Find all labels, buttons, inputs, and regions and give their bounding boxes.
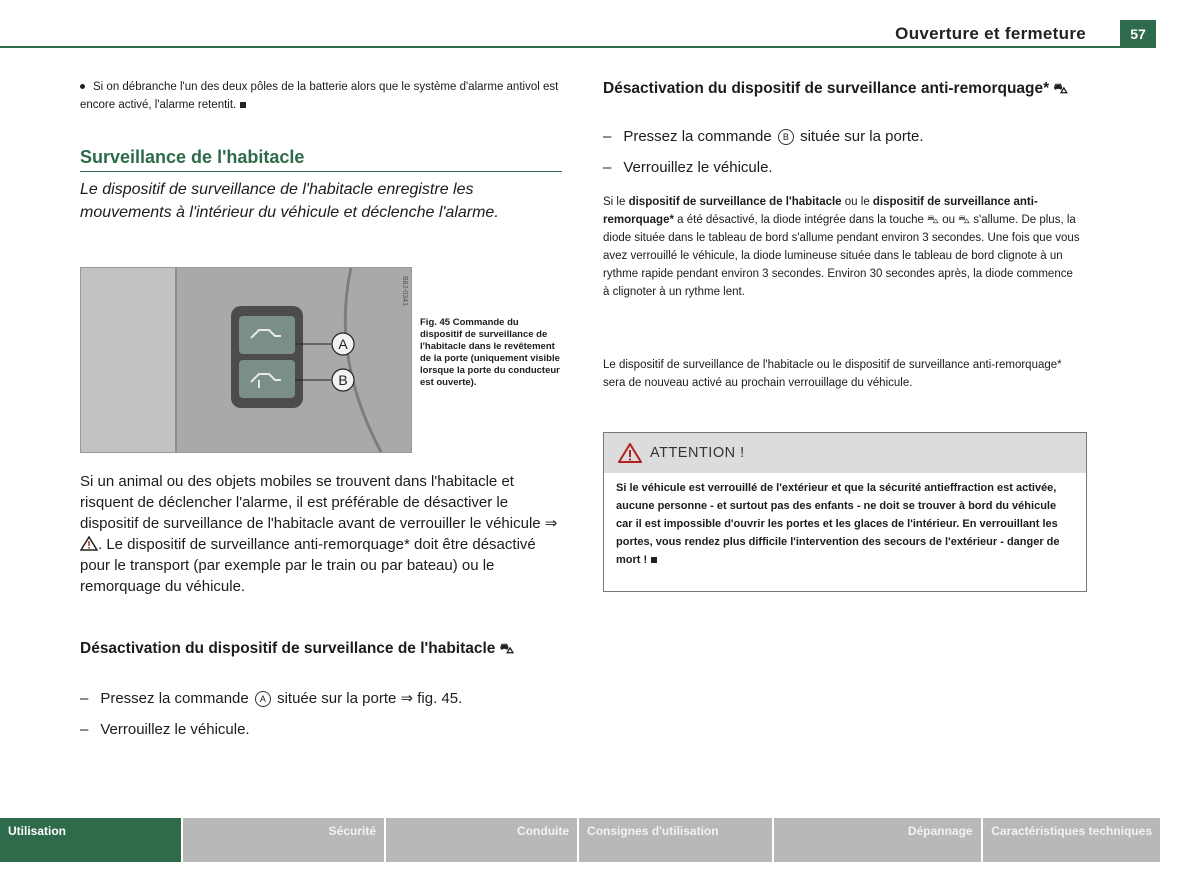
page-header-title: Ouverture et fermeture: [895, 24, 1086, 43]
dash-marker: –: [603, 159, 612, 176]
page-number: 57: [1120, 20, 1156, 48]
header-rule: [0, 46, 1120, 48]
interior-deactivation-heading: [80, 638, 550, 659]
step-text: Pressez la commande: [623, 128, 772, 145]
chapter-nav: [0, 818, 1160, 862]
figure-caption: Fig. 45 Commande du dispositif de surveillance de l'habitacle dans le revêtement de la porte (uniquement visible lorsque la porte du conducteur est ouverte).: [420, 317, 560, 388]
led-text: a été désactivé, la diode intégrée dans la touche: [673, 214, 924, 226]
end-mark-icon: [651, 557, 657, 563]
section-intro: Le dispositif de surveillance de l'habitacle enregistre les mouvements à l'intérieur du véhicule et déclenche l'alarme.: [80, 181, 499, 221]
led-text: Si le: [603, 196, 629, 208]
section-title: Surveillance de l'habitacle: [80, 147, 305, 167]
button-b-icon: B: [778, 129, 794, 145]
step-text: Pressez la commande: [100, 690, 249, 707]
step-text: située sur la porte.: [800, 128, 924, 145]
attention-body: [604, 473, 1086, 575]
tow-paragraph-text: . Le dispositif de surveillance anti-remorquage* doit être désactivé pour le transport (par exemple par le train ou par bateau) ou le remorquage du véhicule.: [80, 536, 536, 595]
tab-utilisation[interactable]: Utilisation: [0, 818, 181, 862]
pets-paragraph-text: Si un animal ou des objets mobiles se trouvent dans l'habitacle et risquent de déclencher l'alarme, il est préférable de désactiver le dispositif de surveillance de l'habitacle avant de verrouiller le véhicule ⇒: [80, 473, 558, 532]
tab-caracteristiques[interactable]: Caractéristiques techniques: [983, 818, 1160, 862]
tab-conduite[interactable]: Conduite: [386, 818, 577, 862]
door-panel-illustration: [81, 268, 411, 452]
interior-monitor-icon: ⛍: [499, 640, 515, 656]
attention-text: Si le véhicule est verrouillé de l'extérieur et que la sécurité antieffraction est activée, aucune personne - et surtout pas des enfants - ne doit se trouver à bord du véhicule car il est impossible d'ouvrir les portes et les glaces de l'intérieur. En verrouillant les portes, vous rendez plus difficile l'intervention des secours de l'extérieur - danger de mort !: [616, 482, 1060, 566]
interior-step-1: [80, 688, 462, 709]
pets-paragraph: [80, 471, 562, 597]
dash-marker: –: [80, 721, 89, 738]
reactivation-paragraph: Le dispositif de surveillance de l'habitacle ou le dispositif de surveillance anti-remorquage* sera de nouveau activé au prochain verrouillage du véhicule.: [603, 359, 1062, 389]
callout-b-label: B: [338, 372, 348, 388]
tab-consignes[interactable]: Consignes d'utilisation: [579, 818, 772, 862]
led-text-bold: dispositif de surveillance de l'habitacle: [628, 196, 842, 208]
step-text: située sur la porte ⇒ fig. 45.: [277, 690, 463, 707]
callout-a-label: A: [338, 336, 348, 352]
tow-monitor-switch: [239, 360, 295, 398]
tow-monitor-icon: ⛍: [1053, 80, 1068, 96]
tow-deactivation-title: Désactivation du dispositif de surveillance anti-remorquage*: [603, 80, 1050, 97]
tow-step-1: [603, 126, 924, 147]
door-control-figure: [80, 267, 412, 453]
interior-step-2: [80, 719, 250, 740]
battery-note: [80, 78, 560, 114]
end-mark-icon: [240, 102, 246, 108]
led-paragraph: [603, 193, 1081, 301]
interior-deactivation-title: Désactivation du dispositif de surveillance de l'habitacle: [80, 640, 496, 657]
battery-note-text: Si on débranche l'un des deux pôles de la batterie alors que le système d'alarme antivol est encore activé, l'alarme retentit.: [80, 81, 559, 111]
led-text: ou: [942, 214, 955, 226]
bullet-icon: [80, 84, 85, 89]
warning-triangle-icon: [80, 536, 98, 551]
button-a-icon: A: [255, 691, 271, 707]
interior-monitor-switch: [239, 316, 295, 354]
dash-marker: –: [603, 128, 612, 145]
attention-header: [604, 433, 1086, 473]
led-text: ou le: [841, 196, 873, 208]
led-text-bold: dispositif de surveillance anti-remorquage*: [603, 196, 1038, 226]
tow-deactivation-heading: [603, 78, 1085, 99]
tow-monitor-icon: ⛍: [958, 214, 971, 226]
section-rule: [80, 171, 562, 172]
tow-step-2-text: Verrouillez le véhicule.: [623, 159, 773, 176]
tow-step-1-text: [623, 126, 923, 147]
attention-title: ATTENTION !: [650, 445, 745, 461]
tow-step-2: [603, 157, 773, 178]
warning-triangle-icon: [618, 443, 642, 463]
interior-monitor-icon: ⛍: [927, 214, 939, 226]
figure-side-code: B8J-0341: [401, 276, 408, 306]
interior-step-1-text: [100, 688, 462, 709]
attention-box: [603, 432, 1087, 592]
dash-marker: –: [80, 690, 89, 707]
led-text: s'allume. De plus, la diode située dans le tableau de bord s'allume pendant environ 3 secondes. Une fois que vous avez verrouillé le véhicule, la diode lumineuse située dans le tableau de bord clignote à un rythme rapide pendant environ 3 secondes. Environ 30 secondes après, la diode commence à clignoter à un rythme lent.: [603, 214, 1080, 298]
tab-securite[interactable]: Sécurité: [183, 818, 384, 862]
interior-step-2-text: Verrouillez le véhicule.: [100, 721, 250, 738]
tab-depannage[interactable]: Dépannage: [774, 818, 981, 862]
